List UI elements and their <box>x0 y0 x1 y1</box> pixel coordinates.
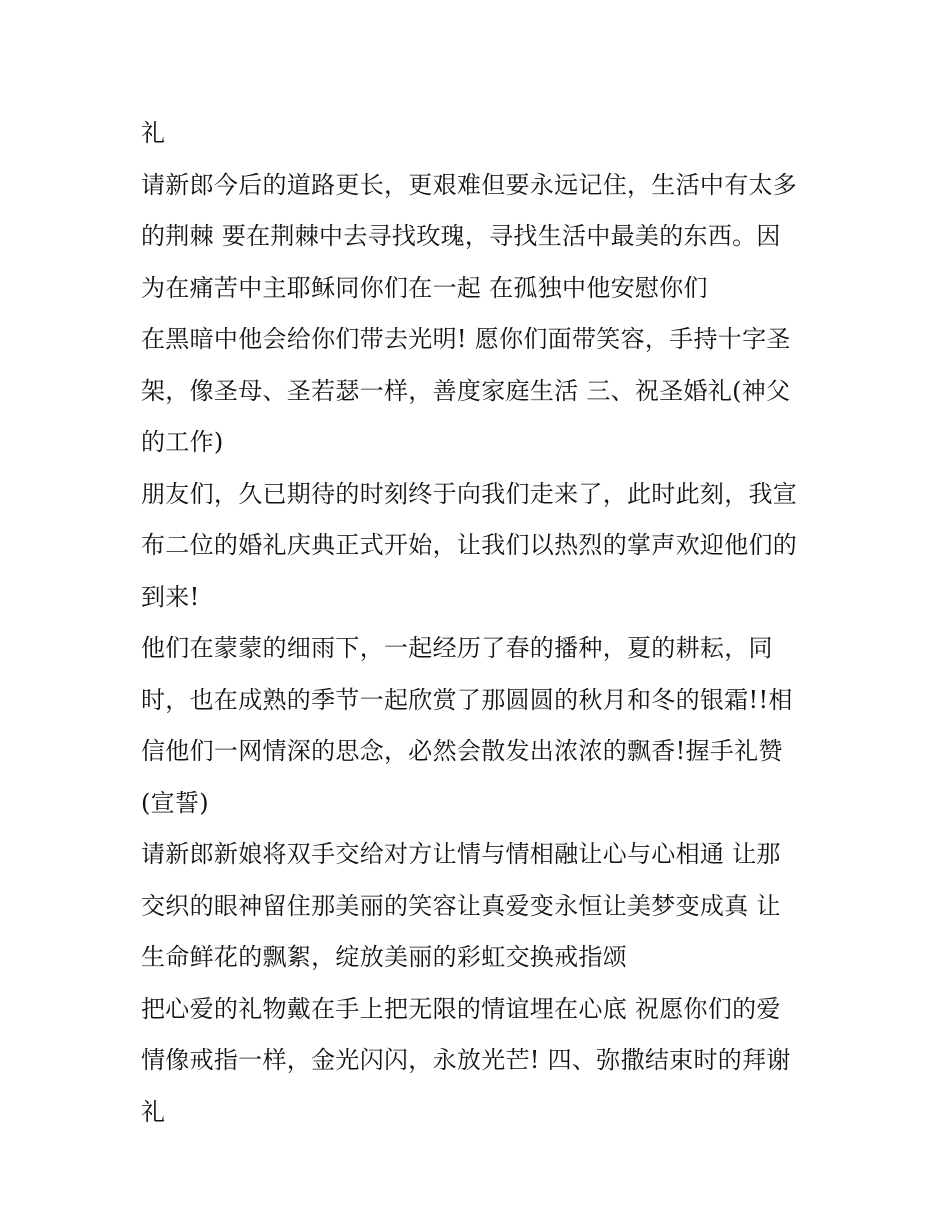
text-line: 在黑暗中他会给你们带去光明! 愿你们面带笑容，手持十字圣 <box>141 325 791 353</box>
text-line: 把心爱的礼物戴在手上把无限的情谊埋在心底 祝愿你们的爱 <box>141 994 781 1023</box>
text-line: 交织的眼神留住那美丽的笑容让真爱变永恒让美梦变成真 让 <box>141 891 781 920</box>
text-line: 为在痛苦中主耶稣同你们在一起 在孤独中他安慰你们 <box>141 273 708 302</box>
text-line: 布二位的婚礼庆典正式开始，让我们以热烈的掌声欢迎他们的 <box>141 531 798 559</box>
text-line: 他们在蒙蒙的细雨下，一起经历了春的播种，夏的耕耘，同 <box>141 634 773 662</box>
text-line: 礼 <box>141 119 166 147</box>
text-line: 时，也在成熟的季节一起欣赏了那圆圆的秋月和冬的银霜!!相 <box>141 685 793 714</box>
text-line: 朋友们，久已期待的时刻终于向我们走来了，此时此刻，我宣 <box>141 479 798 508</box>
text-line: (宣誓) <box>141 788 209 817</box>
text-line: 到来! <box>141 582 200 611</box>
text-line: 生命鲜花的飘絮，绽放美丽的彩虹交换戒指颂 <box>141 943 627 971</box>
text-line: 请新郎新娘将双手交给对方让情与情相融让心与心相通 让那 <box>141 840 781 868</box>
document-body <box>141 108 841 1138</box>
text-line: 的荆棘 要在荆棘中去寻找玫瑰，寻找生活中最美的东西。因 <box>141 222 781 250</box>
text-line: 情像戒指一样，金光闪闪，永放光芒! 四、弥撒结束时的拜谢 <box>141 1046 791 1074</box>
text-line: 信他们一网情深的思念，必然会散发出浓浓的飘香!握手礼赞 <box>141 737 783 765</box>
text-line: 请新郎今后的道路更长，更艰难但要永远记住，生活中有太多 <box>141 170 798 199</box>
text-line: 礼 <box>141 1097 166 1126</box>
text-line: 的工作) <box>141 428 224 456</box>
text-line: 架，像圣母、圣若瑟一样，善度家庭生活 三、祝圣婚礼(神父 <box>141 376 791 405</box>
